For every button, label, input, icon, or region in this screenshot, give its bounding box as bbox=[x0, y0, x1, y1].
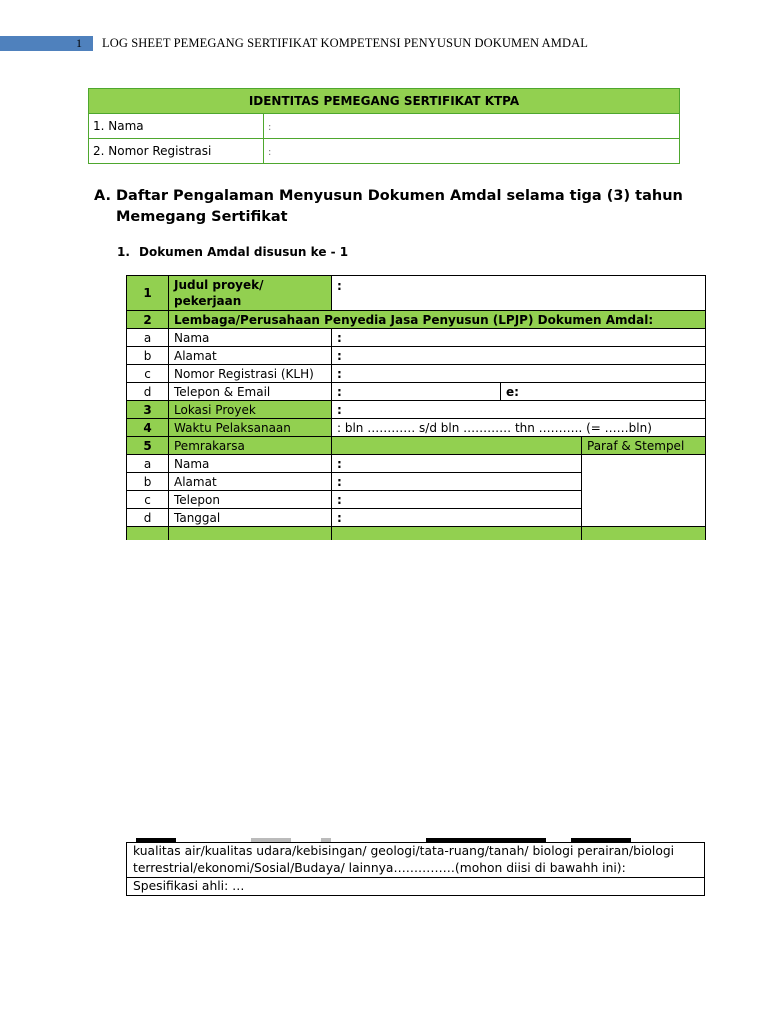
page-header bbox=[0, 36, 768, 52]
row-number: 5 bbox=[127, 437, 169, 455]
item-key: c bbox=[127, 365, 169, 383]
project-title-label: Judul proyek/ pekerjaan bbox=[169, 276, 332, 311]
initiator-date-field[interactable]: : bbox=[332, 509, 582, 527]
item-key: d bbox=[127, 383, 169, 401]
subsection-heading bbox=[117, 245, 348, 259]
section-a-letter: A. bbox=[94, 188, 111, 204]
row-number: 2 bbox=[127, 311, 169, 329]
initiator-label: Pemrakarsa bbox=[169, 437, 332, 455]
item-key: d bbox=[127, 509, 169, 527]
item-key: b bbox=[127, 473, 169, 491]
identity-table bbox=[88, 88, 680, 164]
section-a-line2: Memegang Sertifikat bbox=[116, 209, 288, 225]
expertise-line-2: terrestrial/ekonomi/Sosial/Budaya/ lainnya……………(mohon diisi di bawahh ini): bbox=[133, 861, 626, 875]
subsection-number: 1. bbox=[117, 245, 130, 259]
lpjp-address-field[interactable]: : bbox=[332, 347, 706, 365]
project-title-field[interactable]: : bbox=[332, 276, 706, 311]
lpjp-registration-field[interactable]: : bbox=[332, 365, 706, 383]
identity-registration-label: 2. Nomor Registrasi bbox=[89, 139, 264, 164]
item-key: a bbox=[127, 329, 169, 347]
initiator-address-label: Alamat bbox=[169, 473, 332, 491]
lpjp-heading: Lembaga/Perusahaan Penyedia Jasa Penyusun (LPJP) Dokumen Amdal: bbox=[169, 311, 706, 329]
lpjp-name-field[interactable]: : bbox=[332, 329, 706, 347]
expertise-line-1: kualitas air/kualitas udara/kebisingan/ geologi/tata-ruang/tanah/ biologi perairan/biologi bbox=[133, 844, 675, 858]
expertise-options bbox=[127, 843, 705, 878]
expertise-spec-field[interactable]: Spesifikasi ahli: … bbox=[127, 878, 705, 896]
expertise-table bbox=[126, 842, 705, 896]
identity-name-label: 1. Nama bbox=[89, 114, 264, 139]
lpjp-email-field[interactable]: e: bbox=[501, 383, 706, 401]
initiator-phone-label: Telepon bbox=[169, 491, 332, 509]
initiator-phone-field[interactable]: : bbox=[332, 491, 582, 509]
initiator-name-label: Nama bbox=[169, 455, 332, 473]
row-number: 3 bbox=[127, 401, 169, 419]
initiator-blank bbox=[332, 437, 582, 455]
execution-time-field[interactable]: : bln ………… s/d bln ………… thn ……….. (= ……bln) bbox=[332, 419, 706, 437]
initiator-address-field[interactable]: : bbox=[332, 473, 582, 491]
initiator-stamp-label: Paraf & Stempel bbox=[582, 437, 706, 455]
identity-name-field[interactable]: : bbox=[264, 114, 680, 139]
row-number: 1 bbox=[127, 276, 169, 311]
identity-registration-field[interactable]: : bbox=[264, 139, 680, 164]
row-number: 4 bbox=[127, 419, 169, 437]
lpjp-registration-label: Nomor Registrasi (KLH) bbox=[169, 365, 332, 383]
section-a-line1: Daftar Pengalaman Menyusun Dokumen Amdal selama tiga (3) tahun bbox=[116, 188, 683, 204]
lpjp-address-label: Alamat bbox=[169, 347, 332, 365]
item-key: c bbox=[127, 491, 169, 509]
initiator-date-label: Tanggal bbox=[169, 509, 332, 527]
initiator-name-field[interactable]: : bbox=[332, 455, 582, 473]
project-location-label: Lokasi Proyek bbox=[169, 401, 332, 419]
lpjp-phone-email-label: Telepon & Email bbox=[169, 383, 332, 401]
subsection-title: Dokumen Amdal disusun ke - 1 bbox=[139, 245, 349, 259]
project-location-field[interactable]: : bbox=[332, 401, 706, 419]
initiator-stamp-box[interactable] bbox=[582, 455, 706, 527]
execution-time-label: Waktu Pelaksanaan bbox=[169, 419, 332, 437]
item-key: b bbox=[127, 347, 169, 365]
page-gap bbox=[0, 540, 768, 840]
lpjp-phone-field[interactable]: : bbox=[332, 383, 501, 401]
item-key: a bbox=[127, 455, 169, 473]
identity-heading: IDENTITAS PEMEGANG SERTIFIKAT KTPA bbox=[89, 89, 680, 114]
page-number: 1 bbox=[76, 36, 82, 50]
header-title: LOG SHEET PEMEGANG SERTIFIKAT KOMPETENSI PENYUSUN DOKUMEN AMDAL bbox=[102, 36, 589, 50]
section-a-heading bbox=[94, 186, 683, 228]
amdal-form-table bbox=[126, 275, 706, 545]
lpjp-name-label: Nama bbox=[169, 329, 332, 347]
